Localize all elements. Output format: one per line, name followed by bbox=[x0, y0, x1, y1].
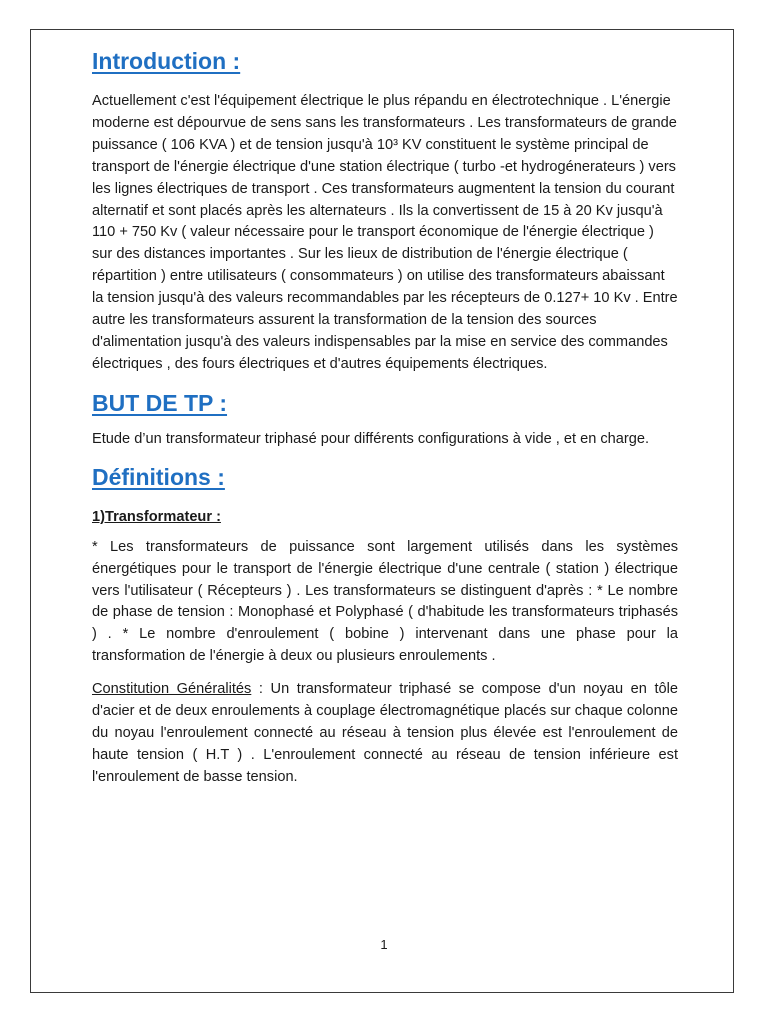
page-number: 1 bbox=[380, 937, 388, 952]
constitution-text: : Un transformateur triphasé se compose d'un noyau en tôle d'acier et de deux enroulements à couplage électromagnétique placés sur chaque colonne du noyau l'enroulement connecté au réseau à tension plus élevée est l'enroulement de haute tension ( H.T ) . L'enroulement connecté au réseau de tension inférieure est l'enroulement de basse tension. bbox=[92, 681, 679, 785]
definitions-paragraph-1: * Les transformateurs de puissance sont largement utilisés dans les systèmes énergétiques pour le transport de l'énergie électrique d'une centrale ( station ) électrique vers l'utilisateur ( Récepteurs ) . Les transformateurs se distinguent d'après : * Le nombre de phase de tension : Monophasé et Polyphasé ( d'habitude les transformateurs triphasés ) . * Le nombre d'enroulement ( bobine ) intervenant dans une phase pour la transformation de l'énergie à deux ou plusieurs enroulements . bbox=[92, 538, 678, 665]
intro-heading: Introduction : bbox=[92, 48, 241, 74]
transformateur-subheading: 1)Transformateur : bbox=[92, 508, 221, 525]
constitution-label: Constitution Généralités bbox=[92, 681, 252, 698]
but-heading: BUT DE TP : bbox=[92, 389, 228, 416]
definitions-heading: Définitions : bbox=[92, 463, 225, 490]
document-body bbox=[92, 40, 678, 789]
but-paragraph: Etude d’un transformateur triphasé pour différents configurations à vide , et en charge. bbox=[92, 430, 650, 447]
definitions-paragraph-2 bbox=[92, 679, 678, 789]
intro-paragraph: Actuellement c'est l'équipement électrique le plus répandu en électrotechnique . L'énergie moderne est dépourvue de sens sans les transformateurs . Les transformateurs de grande puissance ( 106 KVA ) et de tension jusqu'à 10³ KV constituent le système principal de transport de l'énergie électrique d'une station électrique ( turbo -et hydrogénerateurs ) vers les lignes électriques de transport . Ces transformateurs augmentent la tension du courant alternatif et sont placés après les alternateurs . Ils la convertissent de 15 à 20 Kv jusqu'à 110 + 750 Kv ( valeur nécessaire pour le transport économique de l'énergie électrique ) sur des distances importantes . Sur les lieux de distribution de l'énergie électrique ( répartition ) entre utilisateurs ( consommateurs ) on utilise des transformateurs abaissant la tension jusqu'à des valeurs recommandables par les récepteurs de 0.127+ 10 Kv . Entre autre les transformateurs assurent la transformation de la tension des sources d'alimentation jusqu'à des valeurs indispensables par la mise en service des commandes électriques , des fours électriques et d'autres équipements électriques. bbox=[92, 93, 678, 372]
